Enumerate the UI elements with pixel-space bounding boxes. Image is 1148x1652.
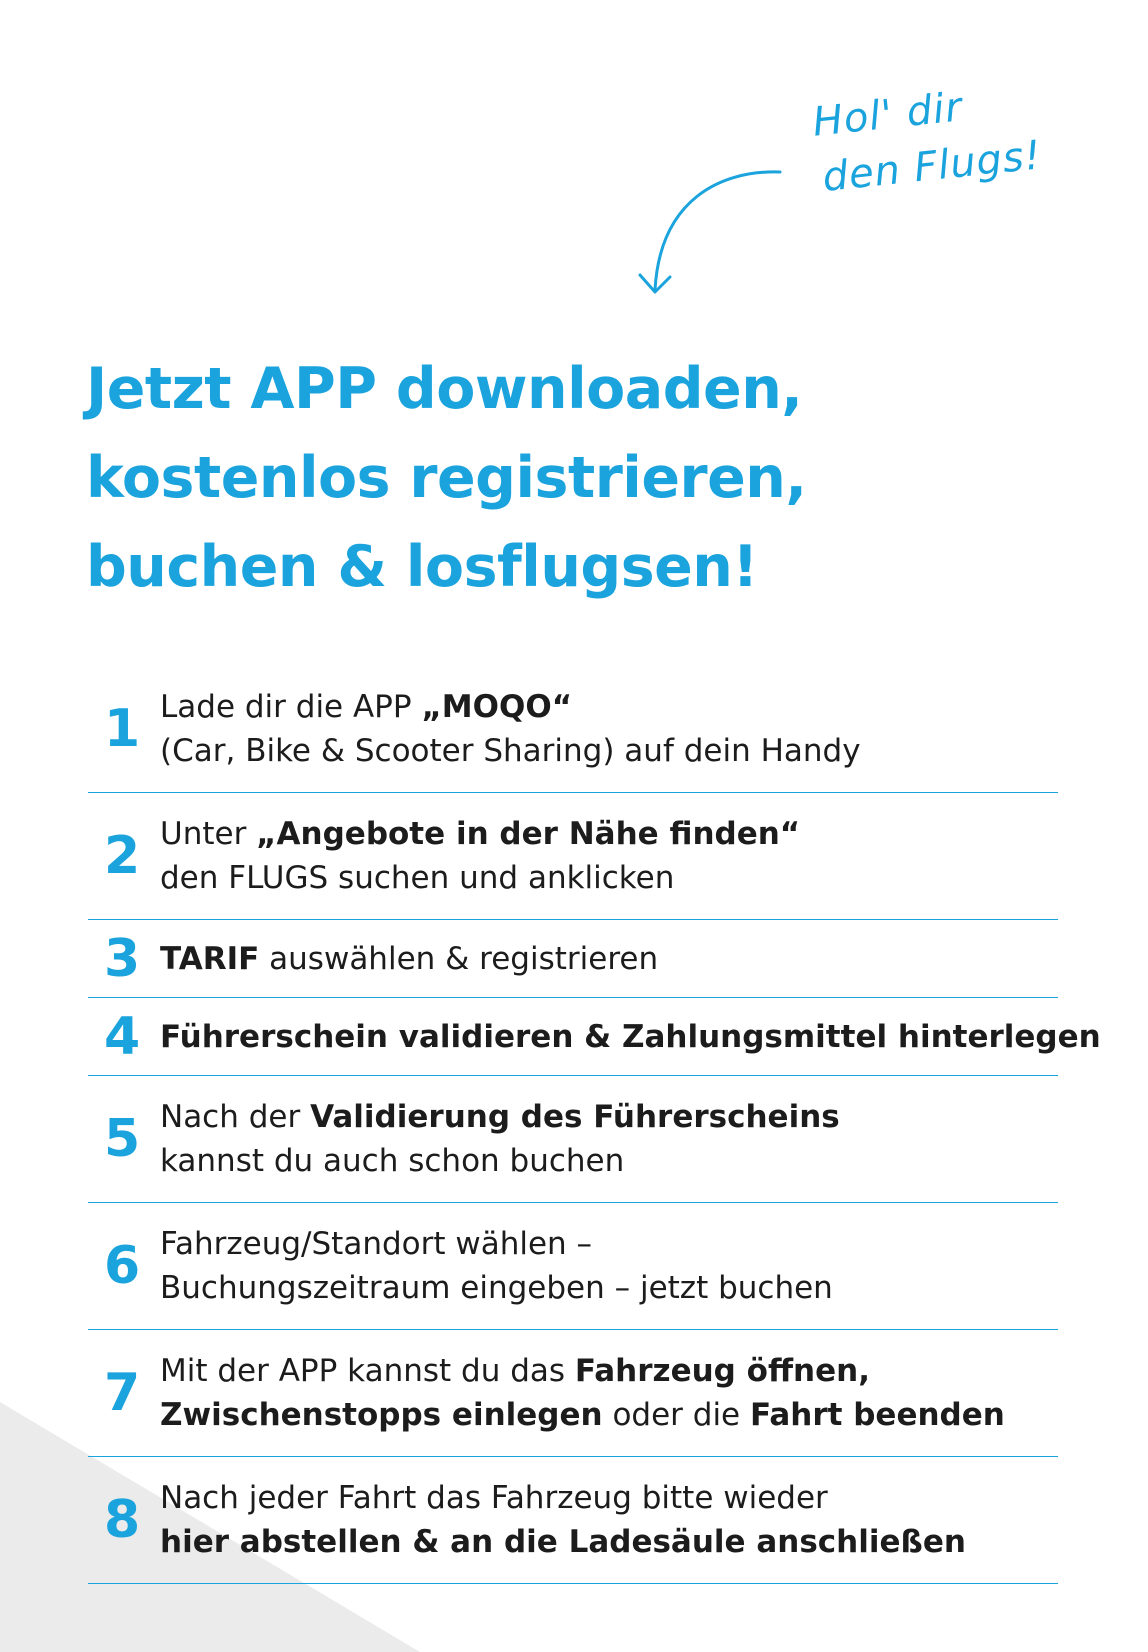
slogan-line-2: den Flugs!: [820, 132, 1044, 201]
step-text-line: [160, 1139, 840, 1183]
step-text-line: [160, 1476, 966, 1520]
slogan-line-1: Hol' dir: [810, 84, 965, 146]
step-6: [88, 1203, 1058, 1330]
step-text: [160, 1095, 840, 1183]
step-text-line: [160, 1095, 840, 1139]
step-text-segment: auswählen & registrieren: [259, 940, 659, 977]
step-text-line: [160, 1222, 833, 1266]
step-text-line: [160, 729, 861, 773]
step-number: 6: [104, 1236, 141, 1296]
step-text-segment: oder die: [602, 1397, 750, 1433]
step-2: [88, 793, 1058, 920]
step-text-bold: „Angebote in der Nähe finden“: [256, 816, 801, 852]
step-text: [160, 1476, 966, 1564]
step-text: [160, 685, 861, 773]
step-text-bold: „MOQO“: [421, 689, 573, 725]
step-text-segment: Mit der APP kannst du das: [160, 1353, 575, 1389]
step-text-line: [160, 1349, 1005, 1393]
step-text-line: [160, 812, 800, 856]
curved-arrow-icon: [630, 160, 800, 310]
step-text-segment: kannst du auch schon buchen: [160, 1143, 625, 1179]
headline-line-3: buchen & losflugsen!: [86, 534, 758, 600]
step-1: [88, 666, 1058, 793]
step-number: 3: [104, 928, 141, 989]
step-text-bold: hier abstellen & an die Ladesäule anschließen: [160, 1524, 966, 1560]
step-text-bold: Validierung des Führerscheins: [310, 1099, 840, 1135]
step-number: 1: [104, 699, 141, 759]
step-text-segment: Nach der: [160, 1099, 311, 1135]
headline-line-1: Jetzt APP downloaden,: [86, 356, 803, 422]
headline-line-2: kostenlos registrieren,: [86, 445, 807, 511]
step-text-segment: (Car, Bike & Scooter Sharing) auf dein Handy: [160, 733, 861, 769]
step-number: 5: [104, 1109, 141, 1169]
step-number: 4: [104, 1006, 141, 1067]
step-7: [88, 1330, 1058, 1457]
step-text: [160, 937, 658, 981]
step-text: [160, 1015, 1101, 1059]
step-8: [88, 1457, 1058, 1584]
step-number: 8: [104, 1490, 141, 1550]
step-text-line: [160, 937, 658, 981]
step-text-line: [160, 1393, 1005, 1437]
step-text-bold: Fahrt beenden: [749, 1397, 1005, 1433]
step-text-line: [160, 1266, 833, 1310]
step-text: [160, 1349, 1005, 1437]
step-text-segment: Lade dir die APP: [160, 689, 422, 725]
steps-list: [88, 666, 1101, 1584]
step-number: 7: [104, 1363, 141, 1423]
step-text-bold: Führerschein validieren & Zahlungsmittel hinterlegen: [160, 1018, 1101, 1055]
step-text-bold: Fahrzeug öffnen,: [574, 1353, 870, 1389]
handwritten-slogan: [810, 72, 1044, 207]
step-text: [160, 812, 800, 900]
step-text-segment: Unter: [160, 816, 257, 852]
step-4: [88, 998, 1101, 1076]
step-text-line: [160, 856, 800, 900]
step-text-bold: Zwischenstopps einlegen: [160, 1397, 603, 1433]
step-text-segment: Nach jeder Fahrt das Fahrzeug bitte wieder: [160, 1480, 828, 1516]
step-5: [88, 1076, 1058, 1203]
step-text: [160, 1222, 833, 1310]
headline: [86, 345, 807, 612]
step-3: [88, 920, 1058, 998]
step-text-segment: Buchungszeitraum eingeben – jetzt buchen: [160, 1270, 833, 1306]
step-text-line: [160, 1015, 1101, 1059]
step-text-segment: den FLUGS suchen und anklicken: [160, 860, 675, 896]
step-text-line: [160, 1520, 966, 1564]
step-text-bold: TARIF: [160, 940, 260, 977]
step-text-segment: Fahrzeug/Standort wählen –: [160, 1226, 593, 1262]
step-text-line: [160, 685, 861, 729]
step-number: 2: [104, 826, 141, 886]
